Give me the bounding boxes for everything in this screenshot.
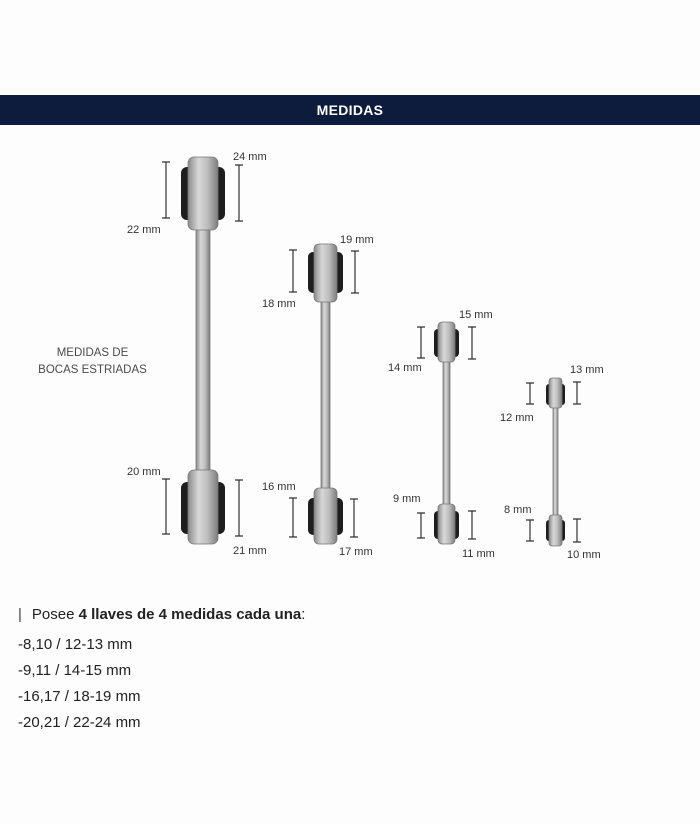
- w1-bottom-inner-label: 20 mm: [127, 466, 161, 478]
- side-label-line1: MEDIDAS DE: [56, 347, 129, 359]
- w4-top-inner-label: 12 mm: [500, 412, 534, 424]
- w2-top-inner-label: 18 mm: [262, 298, 296, 310]
- w3-bottom-outer-label: 11 mm: [462, 548, 495, 560]
- list-item: -16,17 / 18-19 mm: [18, 688, 141, 705]
- header-title: MEDIDAS: [316, 102, 384, 118]
- bullet-bar: |: [18, 606, 22, 623]
- list-item: -8,10 / 12-13 mm: [18, 636, 133, 653]
- wrench-2: [308, 244, 343, 544]
- description-suffix: :: [301, 606, 306, 623]
- dimension-lines: [162, 162, 581, 542]
- w4-bottom-outer-label: 10 mm: [567, 549, 601, 561]
- description-bold: 4 llaves de 4 medidas cada una: [78, 606, 302, 623]
- w2-bottom-outer-label: 17 mm: [339, 546, 373, 558]
- w1-top-outer-label: 24 mm: [233, 151, 267, 163]
- w3-top-outer-label: 15 mm: [459, 309, 493, 321]
- w1-bottom-outer-label: 21 mm: [233, 545, 267, 557]
- w3-top-inner-label: 14 mm: [388, 362, 422, 374]
- side-label-line2: BOCAS ESTRIADAS: [38, 364, 147, 376]
- description-heading: [18, 606, 305, 623]
- description-prefix: Posee: [31, 606, 79, 623]
- wrench-1: [181, 157, 225, 544]
- wrench-4: [546, 378, 565, 546]
- size-list: [18, 632, 141, 736]
- w4-bottom-inner-label: 8 mm: [504, 504, 532, 516]
- w4-top-outer-label: 13 mm: [570, 364, 604, 376]
- list-item: -9,11 / 14-15 mm: [18, 662, 132, 679]
- w1-top-inner-label: 22 mm: [127, 224, 161, 236]
- wrench-3: [434, 322, 459, 544]
- list-item: -20,21 / 22-24 mm: [18, 714, 141, 731]
- w2-bottom-inner-label: 16 mm: [262, 481, 296, 493]
- w2-top-outer-label: 19 mm: [340, 234, 374, 246]
- w3-bottom-inner-label: 9 mm: [393, 493, 421, 505]
